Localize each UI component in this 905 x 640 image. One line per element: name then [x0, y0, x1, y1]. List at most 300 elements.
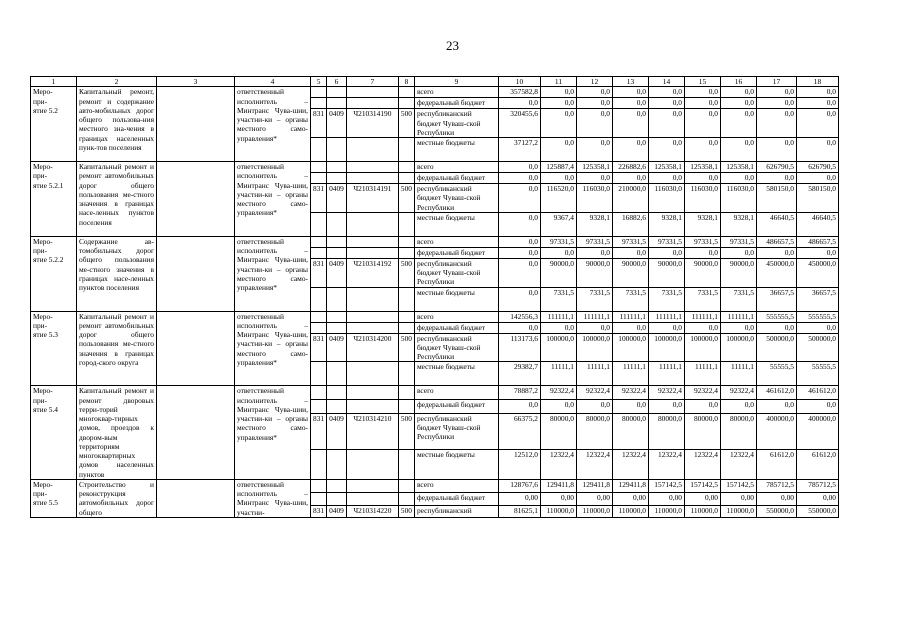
amount-cell: 0,0 [720, 138, 756, 162]
amount-cell: 0,0 [612, 87, 648, 98]
amount-cell: 61612,0 [756, 449, 796, 479]
amount-cell: 0,0 [540, 109, 576, 138]
amount-cell: 61612,0 [796, 449, 838, 479]
amount-cell: 0,0 [540, 247, 576, 258]
vr-code-cell [398, 98, 414, 109]
amount-cell: 0,0 [796, 247, 838, 258]
amount-cell: 100000,0 [576, 333, 612, 362]
amount-cell: 0,0 [540, 322, 576, 333]
amount-cell: 0,0 [648, 109, 684, 138]
funding-source-cell: федеральный бюджет [414, 173, 498, 184]
vr-code-cell: 500 [398, 413, 414, 449]
table-row [31, 311, 839, 322]
csr-code-cell [346, 386, 398, 400]
responsible-cell: ответственный исполнитель – Минтранс Чува-шии, участни-ки – органы местного само-управления* [235, 162, 311, 237]
amount-cell: 0,0 [684, 173, 720, 184]
amount-cell: 110000,0 [540, 505, 576, 517]
column-number: 18 [796, 77, 838, 87]
amount-cell: 110000,0 [648, 505, 684, 517]
amount-cell: 0,0 [612, 138, 648, 162]
amount-cell: 16882,6 [612, 212, 648, 236]
amount-cell: 116030,0 [684, 184, 720, 213]
amount-cell: 80000,0 [612, 413, 648, 449]
amount-cell: 78887,2 [498, 386, 540, 400]
amount-cell: 97331,5 [612, 236, 648, 247]
grbs-code-cell: 831 [311, 258, 327, 287]
vr-code-cell [398, 247, 414, 258]
funding-source-cell: республиканский бюджет Чуваш-ской Республики [414, 333, 498, 362]
grbs-code-cell [311, 173, 327, 184]
amount-cell: 550000,0 [756, 505, 796, 517]
grbs-code-cell [311, 362, 327, 386]
amount-cell: 125358,1 [576, 162, 612, 173]
amount-cell: 80000,0 [540, 413, 576, 449]
event-name-cell: Капитальный ремонт и ремонт автомобильных дорог общего пользования ме-стного значения в границах насе-ленных пунктов поселения [77, 162, 157, 237]
amount-cell: 80000,0 [648, 413, 684, 449]
amount-cell: 7331,5 [612, 287, 648, 311]
vr-code-cell [398, 479, 414, 492]
table-row [31, 87, 839, 98]
grbs-code-cell: 831 [311, 413, 327, 449]
funding-source-cell: федеральный бюджет [414, 400, 498, 414]
funding-source-cell: всего [414, 87, 498, 98]
amount-cell: 129411,8 [576, 479, 612, 492]
amount-cell: 12512,0 [498, 449, 540, 479]
amount-cell: 92322,4 [684, 386, 720, 400]
csr-code-cell [346, 138, 398, 162]
vr-code-cell [398, 87, 414, 98]
amount-cell: 0,0 [648, 98, 684, 109]
amount-cell: 785712,5 [796, 479, 838, 492]
budget-table [30, 76, 839, 518]
rzpr-code-cell: 0409 [327, 333, 347, 362]
rzpr-code-cell: 0409 [327, 413, 347, 449]
amount-cell: 92322,4 [612, 386, 648, 400]
measure-cell: Меро- при- ятие 5.3 [31, 311, 77, 386]
amount-cell: 142556,3 [498, 311, 540, 322]
measure-cell: Меро- при- ятие 5.5 [31, 479, 77, 517]
grbs-code-cell [311, 247, 327, 258]
amount-cell: 97331,5 [684, 236, 720, 247]
csr-code-cell [346, 492, 398, 505]
amount-cell: 90000,0 [576, 258, 612, 287]
amount-cell: 9328,1 [576, 212, 612, 236]
column-number: 14 [648, 77, 684, 87]
csr-code-cell [346, 322, 398, 333]
amount-cell: 97331,5 [576, 236, 612, 247]
amount-cell: 0,0 [648, 173, 684, 184]
amount-cell: 7331,5 [648, 287, 684, 311]
responsible-cell: ответственный исполнитель – Минтранс Чува-шии, участни-ки – органы местного само-управления* [235, 311, 311, 386]
csr-code-cell [346, 287, 398, 311]
amount-cell: 580150,0 [796, 184, 838, 213]
column-number: 5 [311, 77, 327, 87]
page-number: 23 [446, 38, 459, 53]
responsible-cell: ответственный исполнитель – Минтранс Чува-шии, участни-ки – органы местного само-управления* [235, 386, 311, 480]
amount-cell: 0,0 [756, 138, 796, 162]
funding-source-cell: федеральный бюджет [414, 492, 498, 505]
rzpr-code-cell [327, 247, 347, 258]
amount-cell: 0,0 [498, 236, 540, 247]
amount-cell: 125358,1 [648, 162, 684, 173]
measure-cell: Меро- при- ятие 5.2.1 [31, 162, 77, 237]
amount-cell: 0,00 [540, 492, 576, 505]
amount-cell: 0,0 [498, 98, 540, 109]
amount-cell: 0,0 [648, 322, 684, 333]
amount-cell: 0,0 [796, 98, 838, 109]
amount-cell: 46640,5 [756, 212, 796, 236]
amount-cell: 111111,1 [540, 311, 576, 322]
amount-cell: 0,00 [720, 492, 756, 505]
column-number: 15 [684, 77, 720, 87]
amount-cell: 90000,0 [684, 258, 720, 287]
amount-cell: 0,0 [612, 98, 648, 109]
rzpr-code-cell [327, 162, 347, 173]
amount-cell: 11111,1 [720, 362, 756, 386]
amount-cell: 110000,0 [684, 505, 720, 517]
amount-cell: 0,0 [796, 138, 838, 162]
amount-cell: 9328,1 [720, 212, 756, 236]
vr-code-cell [398, 173, 414, 184]
csr-code-cell [346, 479, 398, 492]
vr-code-cell [398, 162, 414, 173]
funding-source-cell: местные бюджеты [414, 138, 498, 162]
amount-cell: 55555,5 [756, 362, 796, 386]
amount-cell: 0,0 [540, 400, 576, 414]
amount-cell: 116520,0 [540, 184, 576, 213]
amount-cell: 0,0 [498, 247, 540, 258]
amount-cell: 12322,4 [612, 449, 648, 479]
measure-cell: Меро- при- ятие 5.2 [31, 87, 77, 162]
amount-cell: 110000,0 [720, 505, 756, 517]
vr-code-cell: 500 [398, 184, 414, 213]
amount-cell: 12322,4 [576, 449, 612, 479]
amount-cell: 0,0 [796, 322, 838, 333]
amount-cell: 92322,4 [576, 386, 612, 400]
rzpr-code-cell [327, 173, 347, 184]
task-cell [157, 162, 235, 237]
amount-cell: 461612,0 [796, 386, 838, 400]
amount-cell: 157142,5 [684, 479, 720, 492]
event-name-cell: Капитальный ремонт и ремонт дворовых терри-торий многоквар-тирных домов, проездов к двором-вым территориям многоквартирных домов населенных пунктов [77, 386, 157, 480]
amount-cell: 486657,5 [756, 236, 796, 247]
amount-cell: 0,0 [720, 400, 756, 414]
column-number: 9 [414, 77, 498, 87]
grbs-code-cell [311, 386, 327, 400]
amount-cell: 11111,1 [648, 362, 684, 386]
amount-cell: 7331,5 [684, 287, 720, 311]
csr-code-cell [346, 247, 398, 258]
measure-cell: Меро- при- ятие 5.4 [31, 386, 77, 480]
event-name-cell: Строительство и реконструкция автомобильных дорог общего [77, 479, 157, 517]
amount-cell: 555555,5 [756, 311, 796, 322]
funding-source-cell: всего [414, 311, 498, 322]
column-number: 17 [756, 77, 796, 87]
amount-cell: 0,0 [540, 173, 576, 184]
csr-code-cell [346, 400, 398, 414]
responsible-cell: ответственный исполнитель – Минтранс Чува-шии, участни- [235, 479, 311, 517]
column-number: 1 [31, 77, 77, 87]
amount-cell: 626790,5 [756, 162, 796, 173]
amount-cell: 116030,0 [576, 184, 612, 213]
amount-cell: 0,0 [498, 184, 540, 213]
amount-cell: 7331,5 [720, 287, 756, 311]
amount-cell: 0,0 [498, 258, 540, 287]
amount-cell: 157142,5 [648, 479, 684, 492]
amount-cell: 100000,0 [684, 333, 720, 362]
amount-cell: 90000,0 [612, 258, 648, 287]
amount-cell: 0,0 [612, 247, 648, 258]
amount-cell: 92322,4 [648, 386, 684, 400]
amount-cell: 0,0 [576, 138, 612, 162]
amount-cell: 128767,6 [498, 479, 540, 492]
vr-code-cell [398, 386, 414, 400]
funding-source-cell: федеральный бюджет [414, 247, 498, 258]
amount-cell: 0,0 [612, 173, 648, 184]
event-name-cell: Капитальный ремонт и ремонт автомобильных дорог общего пользования ме-стного значения в границах город-ского округа [77, 311, 157, 386]
amount-cell: 0,0 [684, 322, 720, 333]
task-cell [157, 386, 235, 480]
amount-cell: 626790,5 [796, 162, 838, 173]
rzpr-code-cell [327, 138, 347, 162]
amount-cell: 461612,0 [756, 386, 796, 400]
amount-cell: 0,0 [498, 287, 540, 311]
amount-cell: 111111,1 [612, 311, 648, 322]
grbs-code-cell [311, 492, 327, 505]
csr-code-cell [346, 212, 398, 236]
amount-cell: 0,00 [576, 492, 612, 505]
amount-cell: 0,0 [684, 98, 720, 109]
grbs-code-cell [311, 322, 327, 333]
amount-cell: 111111,1 [684, 311, 720, 322]
vr-code-cell: 500 [398, 109, 414, 138]
table-row [31, 386, 839, 400]
amount-cell: 9367,4 [540, 212, 576, 236]
rzpr-code-cell [327, 449, 347, 479]
amount-cell: 113173,6 [498, 333, 540, 362]
csr-code-cell [346, 87, 398, 98]
grbs-code-cell [311, 162, 327, 173]
amount-cell: 0,0 [796, 87, 838, 98]
grbs-code-cell [311, 236, 327, 247]
amount-cell: 92322,4 [540, 386, 576, 400]
amount-cell: 0,00 [498, 492, 540, 505]
amount-cell: 500000,0 [796, 333, 838, 362]
rzpr-code-cell [327, 479, 347, 492]
amount-cell: 129411,8 [540, 479, 576, 492]
amount-cell: 555555,5 [796, 311, 838, 322]
table-row [31, 162, 839, 173]
amount-cell: 92322,4 [720, 386, 756, 400]
amount-cell: 0,0 [540, 138, 576, 162]
amount-cell: 0,00 [684, 492, 720, 505]
amount-cell: 80000,0 [720, 413, 756, 449]
amount-cell: 12322,4 [684, 449, 720, 479]
grbs-code-cell [311, 400, 327, 414]
rzpr-code-cell [327, 311, 347, 322]
amount-cell: 80000,0 [684, 413, 720, 449]
funding-source-cell: федеральный бюджет [414, 322, 498, 333]
amount-cell: 111111,1 [576, 311, 612, 322]
amount-cell: 125358,1 [684, 162, 720, 173]
amount-cell: 450000,0 [796, 258, 838, 287]
grbs-code-cell [311, 311, 327, 322]
amount-cell: 357582,8 [498, 87, 540, 98]
table-body [31, 77, 839, 518]
rzpr-code-cell [327, 322, 347, 333]
amount-cell: 36657,5 [796, 287, 838, 311]
amount-cell: 0,0 [720, 173, 756, 184]
column-number: 11 [540, 77, 576, 87]
funding-source-cell: местные бюджеты [414, 362, 498, 386]
amount-cell: 0,0 [612, 109, 648, 138]
amount-cell: 0,0 [796, 109, 838, 138]
amount-cell: 100000,0 [540, 333, 576, 362]
amount-cell: 90000,0 [720, 258, 756, 287]
amount-cell: 0,0 [648, 87, 684, 98]
amount-cell: 0,0 [756, 400, 796, 414]
rzpr-code-cell [327, 287, 347, 311]
column-number: 13 [612, 77, 648, 87]
csr-code-cell: Ч210314190 [346, 109, 398, 138]
amount-cell: 11111,1 [612, 362, 648, 386]
amount-cell: 9328,1 [648, 212, 684, 236]
amount-cell: 29382,7 [498, 362, 540, 386]
table-row [31, 236, 839, 247]
amount-cell: 0,00 [796, 492, 838, 505]
task-cell [157, 236, 235, 311]
amount-cell: 110000,0 [576, 505, 612, 517]
vr-code-cell [398, 492, 414, 505]
rzpr-code-cell [327, 400, 347, 414]
amount-cell: 80000,0 [576, 413, 612, 449]
amount-cell: 36657,5 [756, 287, 796, 311]
csr-code-cell [346, 162, 398, 173]
amount-cell: 550000,0 [796, 505, 838, 517]
amount-cell: 12322,4 [648, 449, 684, 479]
csr-code-cell: Ч210314192 [346, 258, 398, 287]
vr-code-cell [398, 138, 414, 162]
amount-cell: 0,0 [498, 322, 540, 333]
amount-cell: 157142,5 [720, 479, 756, 492]
vr-code-cell [398, 400, 414, 414]
funding-source-cell: республиканский бюджет Чуваш-ской Республики [414, 413, 498, 449]
amount-cell: 0,0 [796, 173, 838, 184]
grbs-code-cell: 831 [311, 109, 327, 138]
event-name-cell: Содержание ав-томобильных дорог общего пользования ме-стного значения в границах насе-ленных пунктов поселения [77, 236, 157, 311]
rzpr-code-cell [327, 98, 347, 109]
csr-code-cell: Ч210314220 [346, 505, 398, 517]
rzpr-code-cell [327, 386, 347, 400]
amount-cell: 81625,1 [498, 505, 540, 517]
funding-source-cell: местные бюджеты [414, 287, 498, 311]
grbs-code-cell: 831 [311, 505, 327, 517]
funding-source-cell: республиканский бюджет Чуваш-ской Республики [414, 109, 498, 138]
amount-cell: 97331,5 [720, 236, 756, 247]
rzpr-code-cell: 0409 [327, 109, 347, 138]
amount-cell: 0,0 [576, 247, 612, 258]
amount-cell: 7331,5 [540, 287, 576, 311]
amount-cell: 0,0 [756, 247, 796, 258]
amount-cell: 0,0 [498, 173, 540, 184]
amount-cell: 0,0 [612, 322, 648, 333]
grbs-code-cell [311, 479, 327, 492]
amount-cell: 0,0 [648, 400, 684, 414]
vr-code-cell [398, 236, 414, 247]
amount-cell: 46640,5 [796, 212, 838, 236]
amount-cell: 0,0 [684, 138, 720, 162]
amount-cell: 116030,0 [720, 184, 756, 213]
funding-source-cell: местные бюджеты [414, 449, 498, 479]
amount-cell: 0,0 [720, 247, 756, 258]
column-number: 3 [157, 77, 235, 87]
amount-cell: 0,0 [720, 322, 756, 333]
amount-cell: 66375,2 [498, 413, 540, 449]
task-cell [157, 87, 235, 162]
funding-source-cell: республиканский бюджет Чуваш-ской Республики [414, 258, 498, 287]
amount-cell: 0,00 [756, 492, 796, 505]
amount-cell: 111111,1 [648, 311, 684, 322]
column-number: 6 [327, 77, 347, 87]
amount-cell: 0,0 [796, 400, 838, 414]
csr-code-cell [346, 173, 398, 184]
amount-cell: 12322,4 [720, 449, 756, 479]
amount-cell: 0,0 [756, 109, 796, 138]
grbs-code-cell [311, 449, 327, 479]
measure-cell: Меро- при- ятие 5.2.2 [31, 236, 77, 311]
amount-cell: 0,0 [540, 98, 576, 109]
funding-source-cell: республиканский бюджет Чуваш-ской Республики [414, 184, 498, 213]
amount-cell: 0,00 [612, 492, 648, 505]
csr-code-cell [346, 449, 398, 479]
amount-cell: 400000,0 [756, 413, 796, 449]
amount-cell: 11111,1 [684, 362, 720, 386]
column-number-row [31, 77, 839, 87]
rzpr-code-cell [327, 236, 347, 247]
amount-cell: 90000,0 [648, 258, 684, 287]
amount-cell: 0,0 [684, 400, 720, 414]
amount-cell: 0,0 [648, 138, 684, 162]
task-cell [157, 311, 235, 386]
amount-cell: 0,0 [756, 322, 796, 333]
column-number: 10 [498, 77, 540, 87]
funding-source-cell: республиканский [414, 505, 498, 517]
amount-cell: 0,0 [720, 109, 756, 138]
amount-cell: 11111,1 [540, 362, 576, 386]
vr-code-cell [398, 212, 414, 236]
event-name-cell: Капитальный ремонт, ремонт и содержание авто-мобильных дорог общего пользова-ния местного зна-чения в границах населенных пунк-тов поселения [77, 87, 157, 162]
funding-source-cell: всего [414, 479, 498, 492]
grbs-code-cell [311, 212, 327, 236]
rzpr-code-cell: 0409 [327, 258, 347, 287]
amount-cell: 97331,5 [648, 236, 684, 247]
amount-cell: 0,0 [540, 87, 576, 98]
csr-code-cell [346, 311, 398, 322]
column-number: 8 [398, 77, 414, 87]
amount-cell: 0,0 [720, 87, 756, 98]
csr-code-cell [346, 362, 398, 386]
vr-code-cell: 500 [398, 258, 414, 287]
amount-cell: 0,0 [720, 98, 756, 109]
rzpr-code-cell [327, 362, 347, 386]
amount-cell: 0,0 [684, 247, 720, 258]
amount-cell: 12322,4 [540, 449, 576, 479]
column-number: 2 [77, 77, 157, 87]
amount-cell: 37127,2 [498, 138, 540, 162]
amount-cell: 486657,5 [796, 236, 838, 247]
responsible-cell: ответственный исполнитель – Минтранс Чува-шии, участни-ки – органы местного само-управления* [235, 87, 311, 162]
amount-cell: 0,0 [576, 98, 612, 109]
